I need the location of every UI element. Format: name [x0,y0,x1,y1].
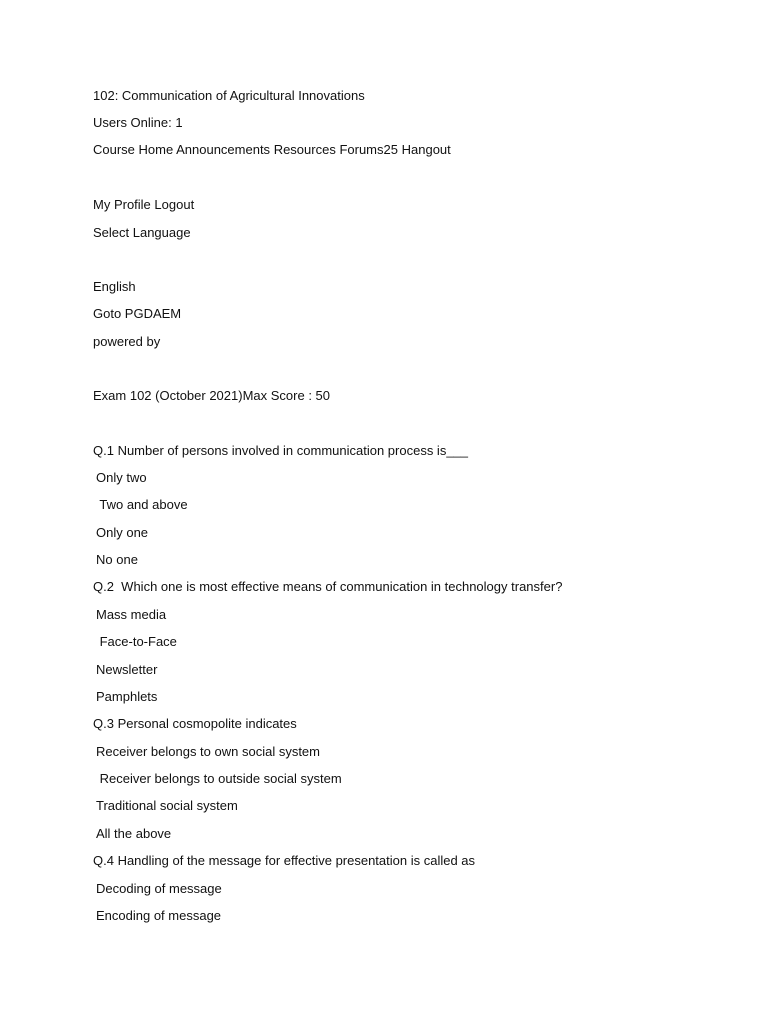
course-nav [93,142,451,158]
nav-course-home-link[interactable]: Course Home [93,142,174,157]
question-3-text: Q.3 Personal cosmopolite indicates [93,716,297,731]
account-links [93,197,194,213]
nav-announcements-link[interactable]: Announcements [176,142,271,157]
question-2-option-2[interactable]: Face-to-Face [96,634,177,649]
my-profile-link[interactable]: My Profile [93,197,151,212]
logout-link[interactable]: Logout [154,197,195,212]
select-language-label: Select Language [93,225,191,240]
nav-forums-link[interactable]: Forums25 [339,142,398,157]
question-4-option-1[interactable]: Decoding of message [96,881,222,896]
question-2-option-4[interactable]: Pamphlets [96,689,158,704]
question-2-option-1[interactable]: Mass media [96,607,167,622]
nav-resources-link[interactable]: Resources [273,142,336,157]
question-4-option-2[interactable]: Encoding of message [96,908,222,923]
language-option-english[interactable]: English [93,279,136,294]
question-1-option-3[interactable]: Only one [96,525,149,540]
question-1-option-4[interactable]: No one [96,552,138,567]
question-3-option-3[interactable]: Traditional social system [96,798,238,813]
question-3-option-1[interactable]: Receiver belongs to own social system [96,744,320,759]
question-4-text: Q.4 Handling of the message for effective presentation is called as [93,853,476,868]
exam-header: Exam 102 (October 2021)Max Score : 50 [93,388,331,403]
question-2-text: Q.2 Which one is most effective means of communication in technology transfer? [93,579,563,594]
question-1-option-1[interactable]: Only two [96,470,147,485]
goto-pgdaem-link[interactable]: Goto PGDAEM [93,306,182,321]
users-online-text: Users Online: 1 [93,115,183,130]
question-3-option-2[interactable]: Receiver belongs to outside social system [96,771,342,786]
question-2-option-3[interactable]: Newsletter [96,662,158,677]
question-1-text: Q.1 Number of persons involved in communication process is___ [93,443,469,458]
question-3-option-4[interactable]: All the above [96,826,172,841]
question-1-option-2[interactable]: Two and above [96,497,188,512]
nav-hangout-link[interactable]: Hangout [401,142,451,157]
course-title: 102: Communication of Agricultural Innovations [93,88,365,103]
powered-by-text: powered by [93,334,161,349]
